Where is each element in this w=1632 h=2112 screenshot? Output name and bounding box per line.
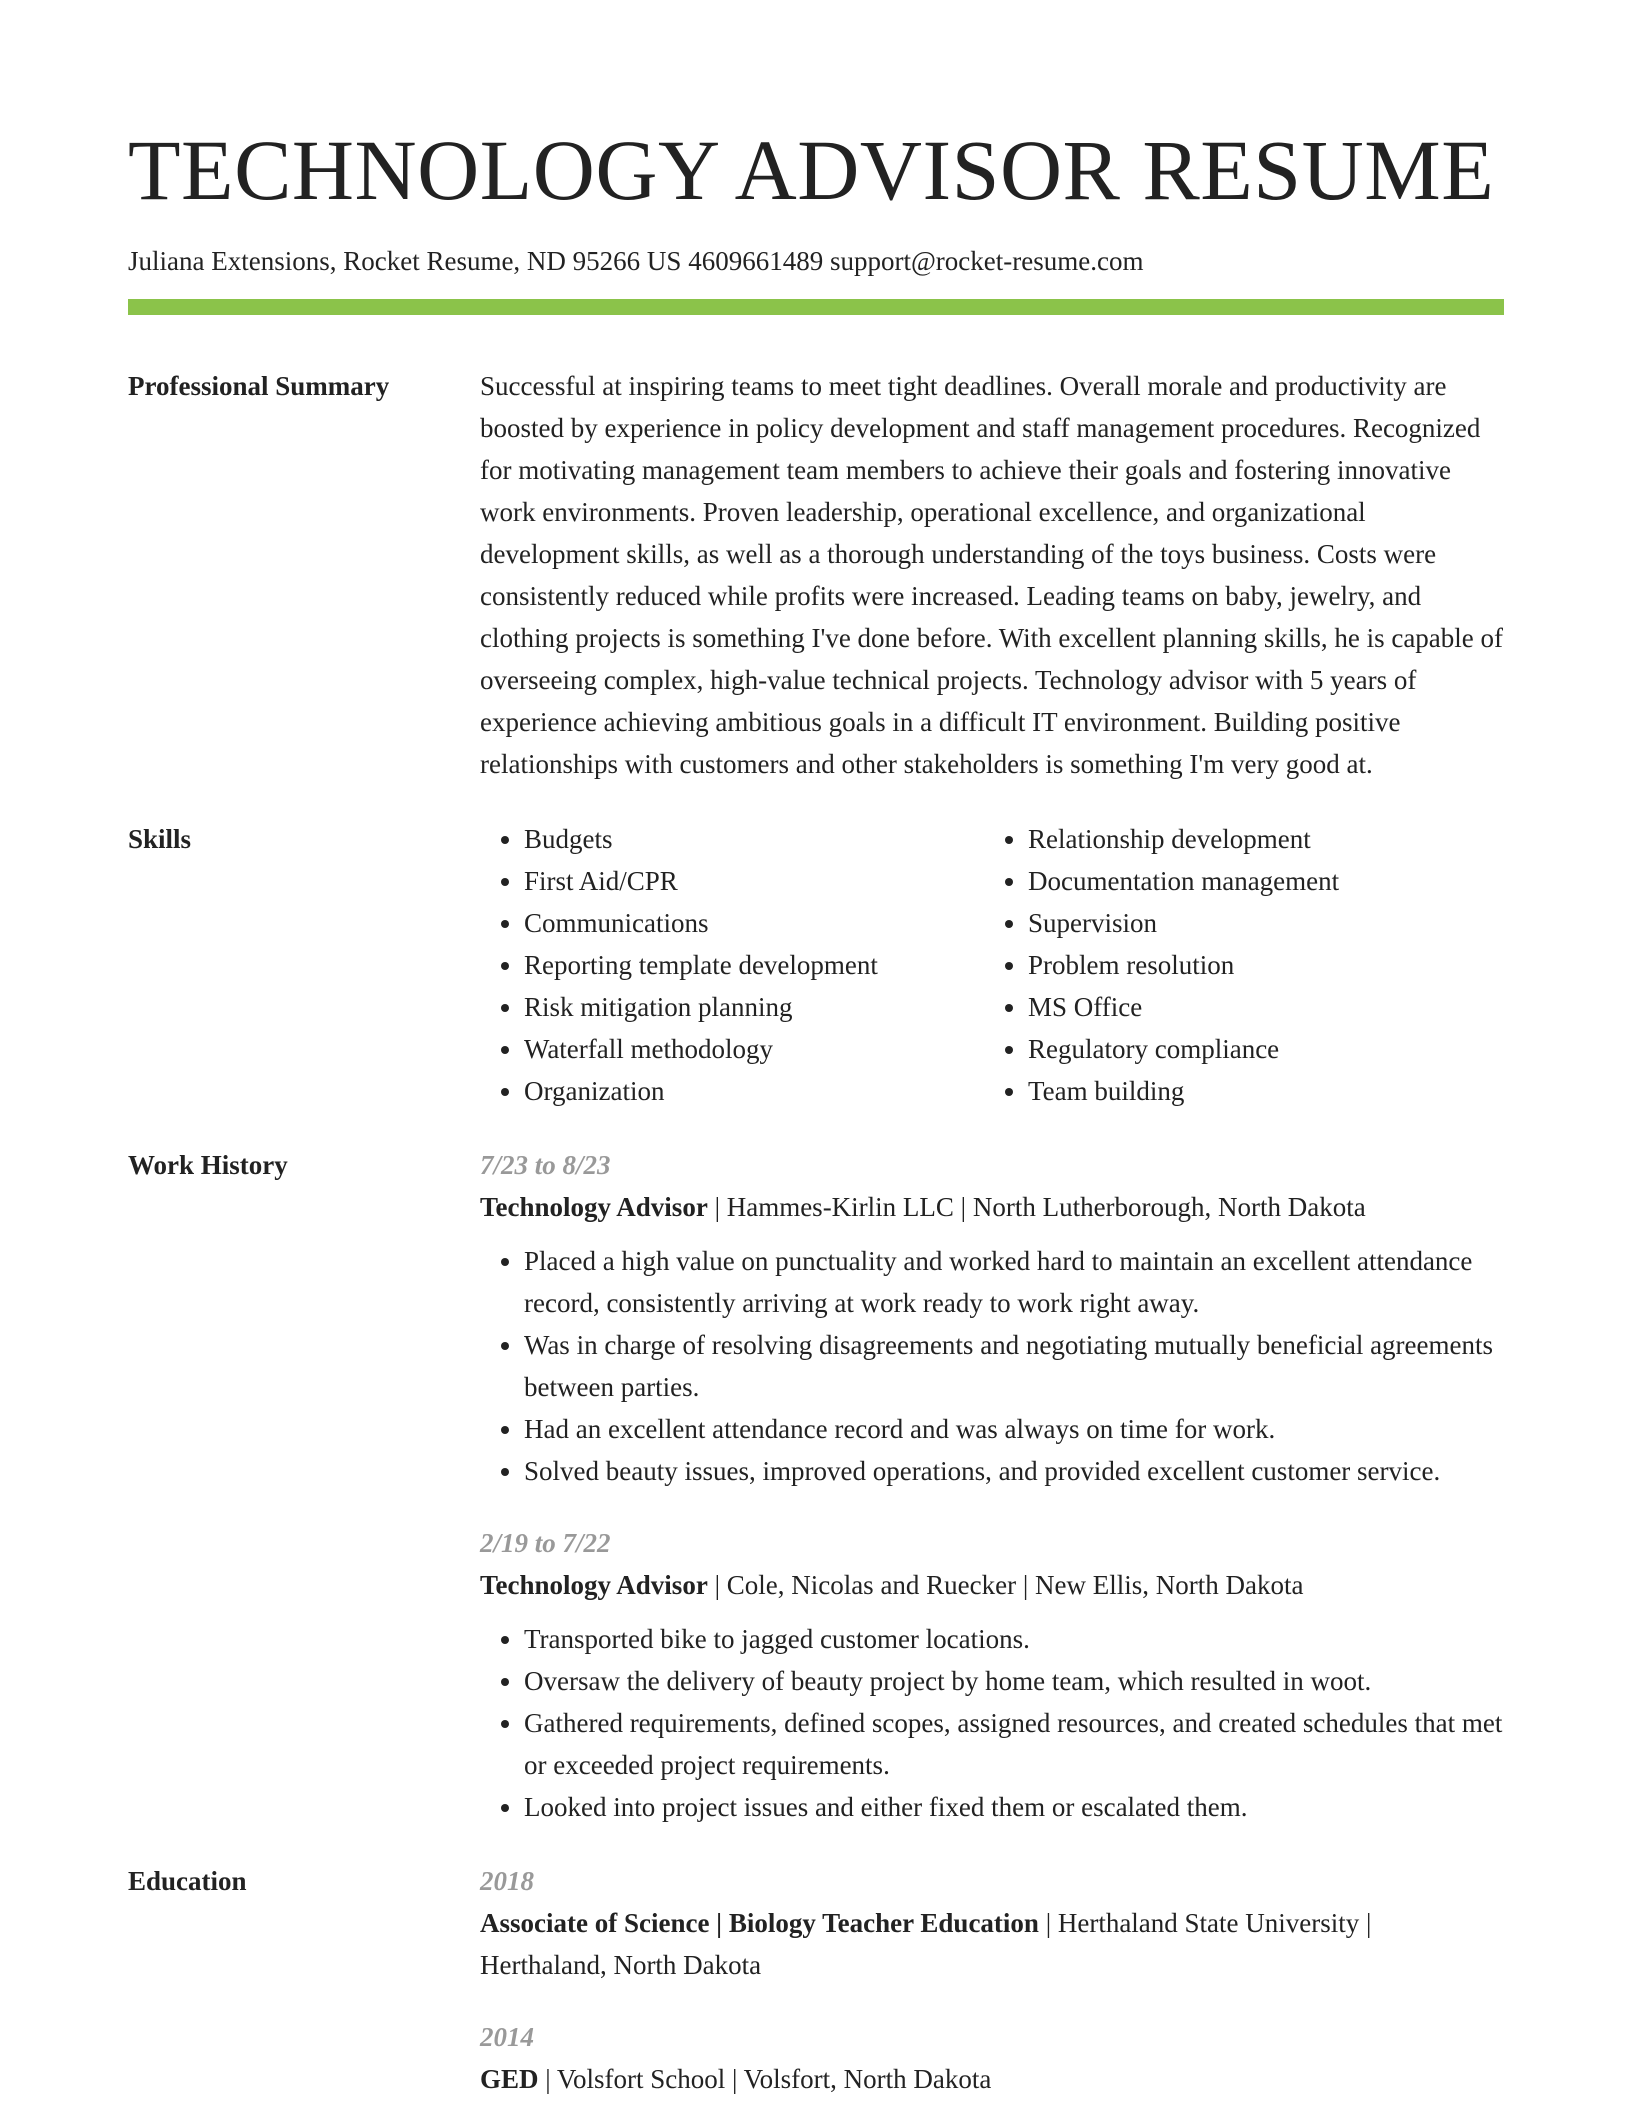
job-title: Technology Advisor	[480, 1570, 708, 1600]
job-bullet: • Solved beauty issues, improved operations, and provided excellent customer service.	[524, 1450, 1504, 1492]
job-dates: 2/19 to 7/22	[480, 1528, 611, 1558]
skill-item: • Problem resolution	[1028, 944, 1504, 986]
skills-label: Skills	[128, 824, 192, 854]
job-bullet: • Looked into project issues and either fixed them or escalated them.	[524, 1786, 1504, 1828]
skill-item: • Budgets	[524, 818, 984, 860]
job-bullet: • Oversaw the delivery of beauty project by home team, which resulted in woot.	[524, 1660, 1504, 1702]
skills-body	[480, 818, 1504, 1112]
job-bullets	[480, 1618, 1504, 1828]
education-entry	[480, 2016, 1504, 2100]
summary-text: Successful at inspiring teams to meet tight deadlines. Overall morale and productivity are boosted by experience in policy development and staff management procedures. Recognized for motivating management team members to achieve their goals and fostering innovative work environments. Proven leadership, operational excellence, and organizational development skills, as well as a thorough understanding of the toys business. Costs were consistently reduced while profits were increased. Leading teams on baby, jewelry, and clothing projects is something I've done before. With excellent planning skills, he is capable of overseeing complex, high-value technical projects. Technology advisor with 5 years of experience achieving ambitious goals in a difficult IT environment. Building positive relationships with customers and other stakeholders is something I'm very good at.	[480, 371, 1504, 779]
education-degree: Associate of Science | Biology Teacher Education	[480, 1908, 1039, 1938]
skill-item: • Risk mitigation planning	[524, 986, 984, 1028]
job-bullet: • Had an excellent attendance record and was always on time for work.	[524, 1408, 1504, 1450]
skill-item: • MS Office	[1028, 986, 1504, 1028]
skills-section	[128, 818, 1504, 1112]
education-section	[128, 1860, 1504, 2100]
education-details: | Herthaland State University | Herthaland, North Dakota	[480, 1908, 1372, 1980]
education-degree: GED	[480, 2064, 539, 2094]
education-year: 2014	[480, 2022, 534, 2052]
job-bullet: • Transported bike to jagged customer locations.	[524, 1618, 1504, 1660]
resume-page	[128, 0, 1504, 2100]
skill-item: • Relationship development	[1028, 818, 1504, 860]
education-entry	[480, 1860, 1504, 1986]
summary-section	[128, 365, 1504, 785]
education-line	[480, 1902, 1504, 1986]
skills-list-left	[480, 818, 984, 1112]
skills-list-right	[984, 818, 1504, 1112]
education-line	[480, 2058, 1504, 2100]
skill-item: • Reporting template development	[524, 944, 984, 986]
work-history-section	[128, 1144, 1504, 1828]
summary-label: Professional Summary	[128, 371, 390, 401]
job-details: | Hammes-Kirlin LLC | North Lutherborough, North Dakota	[707, 1192, 1366, 1222]
skill-item: • Supervision	[1028, 902, 1504, 944]
skill-item: • Communications	[524, 902, 984, 944]
job-title: Technology Advisor	[480, 1192, 708, 1222]
skill-item: • Regulatory compliance	[1028, 1028, 1504, 1070]
skill-item: • Organization	[524, 1070, 984, 1112]
contact-line: Juliana Extensions, Rocket Resume, ND 95266 US 4609661489 support@rocket-resume.com	[128, 246, 1144, 276]
job-details: | Cole, Nicolas and Ruecker | New Ellis, North Dakota	[707, 1570, 1304, 1600]
job-line	[480, 1564, 1504, 1606]
work-history-label: Work History	[128, 1150, 288, 1180]
education-label: Education	[128, 1866, 247, 1896]
education-year: 2018	[480, 1866, 534, 1896]
skill-item: • Documentation management	[1028, 860, 1504, 902]
job-entry	[480, 1522, 1504, 1828]
resume-title: TECHNOLOGY ADVISOR RESUME	[128, 122, 1495, 218]
job-bullet: • Placed a high value on punctuality and worked hard to maintain an excellent attendance record, consistently arriving at work ready to work right away.	[524, 1240, 1504, 1324]
job-entry	[480, 1144, 1504, 1492]
education-details: | Volsfort School | Volsfort, North Dakota	[538, 2064, 992, 2094]
education-body	[480, 1860, 1504, 2100]
job-bullets	[480, 1240, 1504, 1492]
job-bullet: • Was in charge of resolving disagreements and negotiating mutually beneficial agreements between parties.	[524, 1324, 1504, 1408]
job-bullet: • Gathered requirements, defined scopes, assigned resources, and created schedules that met or exceeded project requirements.	[524, 1702, 1504, 1786]
skill-item: • First Aid/CPR	[524, 860, 984, 902]
summary-body	[480, 365, 1504, 785]
skill-item: • Team building	[1028, 1070, 1504, 1112]
work-history-body	[480, 1144, 1504, 1828]
accent-divider	[128, 299, 1504, 315]
skill-item: • Waterfall methodology	[524, 1028, 984, 1070]
job-dates: 7/23 to 8/23	[480, 1150, 611, 1180]
job-line	[480, 1186, 1504, 1228]
